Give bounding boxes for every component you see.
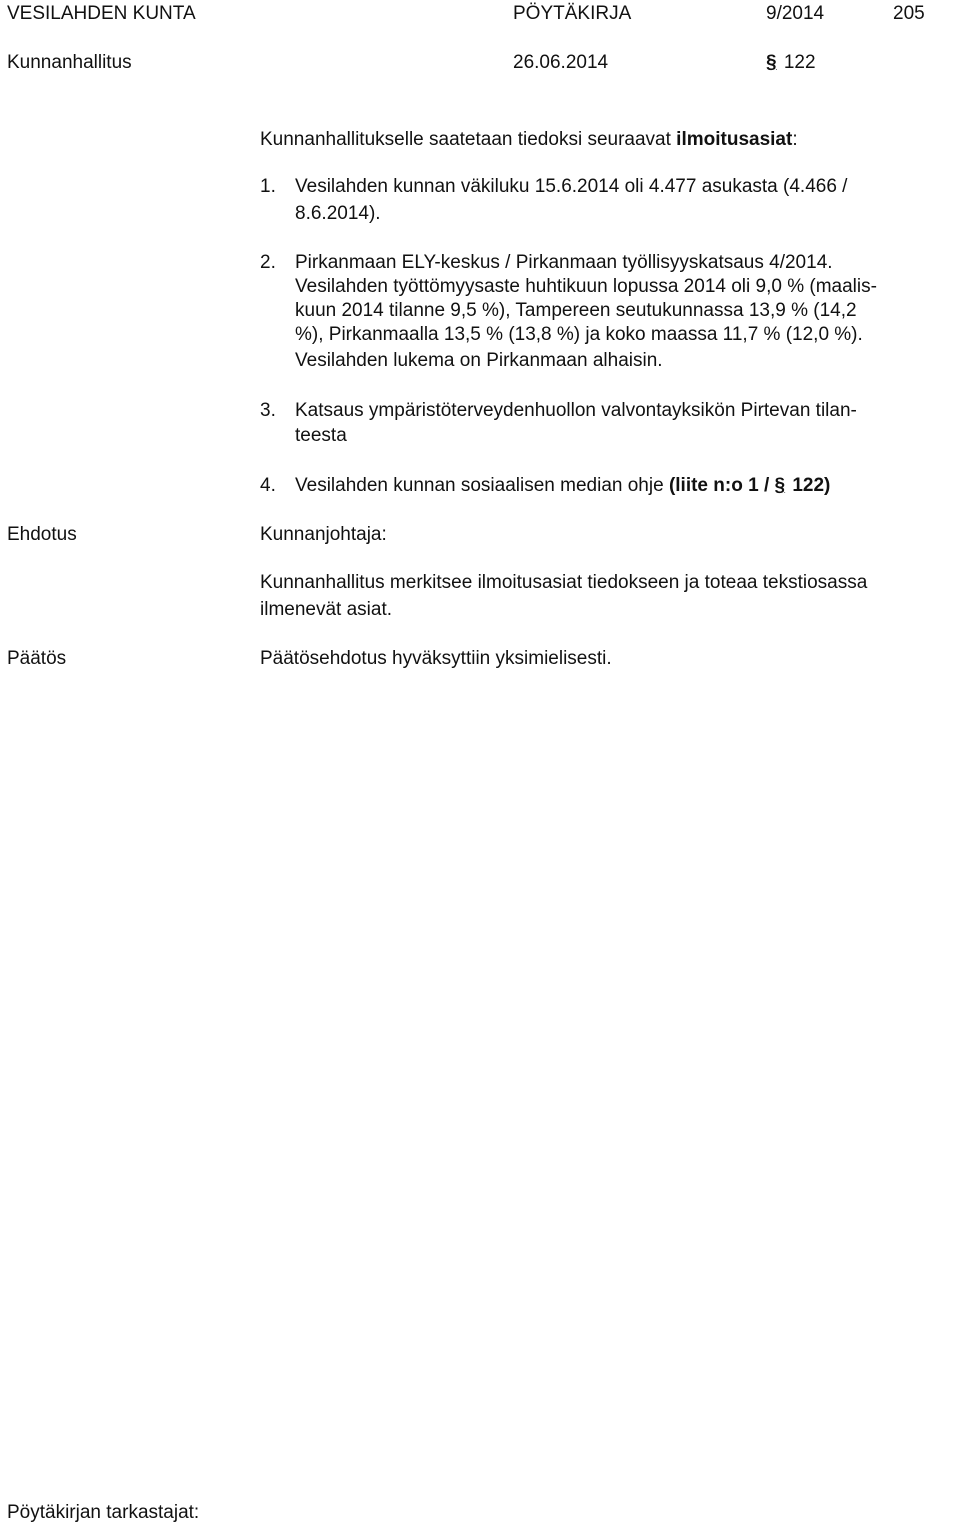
attachment-ref-prefix: (liite n:o 1 / (668, 475, 775, 496)
intro-lead: Kunnanhallitukselle saatetaan tiedoksi seuraavat (260, 129, 677, 150)
attachment-title: Vesilahden kunnan sosiaalisen median ohje (295, 475, 669, 496)
section-sign-icon: § (766, 52, 777, 73)
proposal-label: Ehdotus (7, 524, 77, 545)
list-item-line: Pirkanmaan ELY-keskus / Pirkanmaan työllisyyskatsaus 4/2014. (295, 252, 833, 273)
section-number: 122 (783, 52, 816, 73)
document-number: 9/2014 (766, 3, 825, 24)
list-item-line: 8.6.2014). (295, 203, 381, 224)
list-item-line: Vesilahden lukema on Pirkanmaan alhaisin. (295, 350, 663, 371)
intro-text (260, 127, 798, 153)
list-item-line: Vesilahden kunnan väkiluku 15.6.2014 oli 4.477 asukasta (4.466 / (295, 176, 848, 197)
section-sign-icon: § (774, 475, 786, 496)
list-item-number: 4. (260, 475, 276, 496)
decision-label: Päätös (7, 648, 67, 669)
minutes-reviewers-label: Pöytäkirjan tarkastajat: (7, 1502, 200, 1523)
proposal-text-line: ilmenevät asiat. (260, 599, 393, 620)
page-number: 205 (893, 3, 925, 24)
list-item-line (295, 473, 830, 499)
attachment-ref-suffix: 122) (787, 475, 831, 496)
list-item-line: Vesilahden työttömyysaste huhtikuun lopussa 2014 oli 9,0 % (maalis- (295, 276, 877, 297)
proposal-text-line: Kunnanhallitus merkitsee ilmoitusasiat tiedokseen ja toteaa tekstiosassa (260, 572, 868, 593)
governing-body: Kunnanhallitus (7, 52, 132, 73)
list-item-line: kuun 2014 tilanne 9,5 %), Tampereen seutukunnassa 13,9 % (14,2 (295, 300, 857, 321)
document-type: PÖYTÄKIRJA (513, 3, 632, 24)
proposal-presenter: Kunnanjohtaja: (260, 524, 387, 545)
list-item-line: Katsaus ympäristöterveydenhuollon valvontayksikön Pirtevan tilan- (295, 400, 857, 421)
section-reference (766, 50, 816, 76)
intro-keyword: ilmoitusasiat (676, 129, 793, 150)
municipality-name: VESILAHDEN KUNTA (7, 3, 196, 24)
list-item-number: 1. (260, 176, 276, 197)
list-item-line: teesta (295, 425, 347, 446)
list-item-line: %), Pirkanmaalla 13,5 % (13,8 %) ja koko maassa 11,7 % (12,0 %). (295, 324, 863, 345)
list-item-number: 2. (260, 252, 276, 273)
meeting-date: 26.06.2014 (513, 52, 609, 73)
decision-text: Päätösehdotus hyväksyttiin yksimielisesti. (260, 648, 612, 669)
intro-suffix: : (792, 129, 798, 150)
list-item-number: 3. (260, 400, 276, 421)
